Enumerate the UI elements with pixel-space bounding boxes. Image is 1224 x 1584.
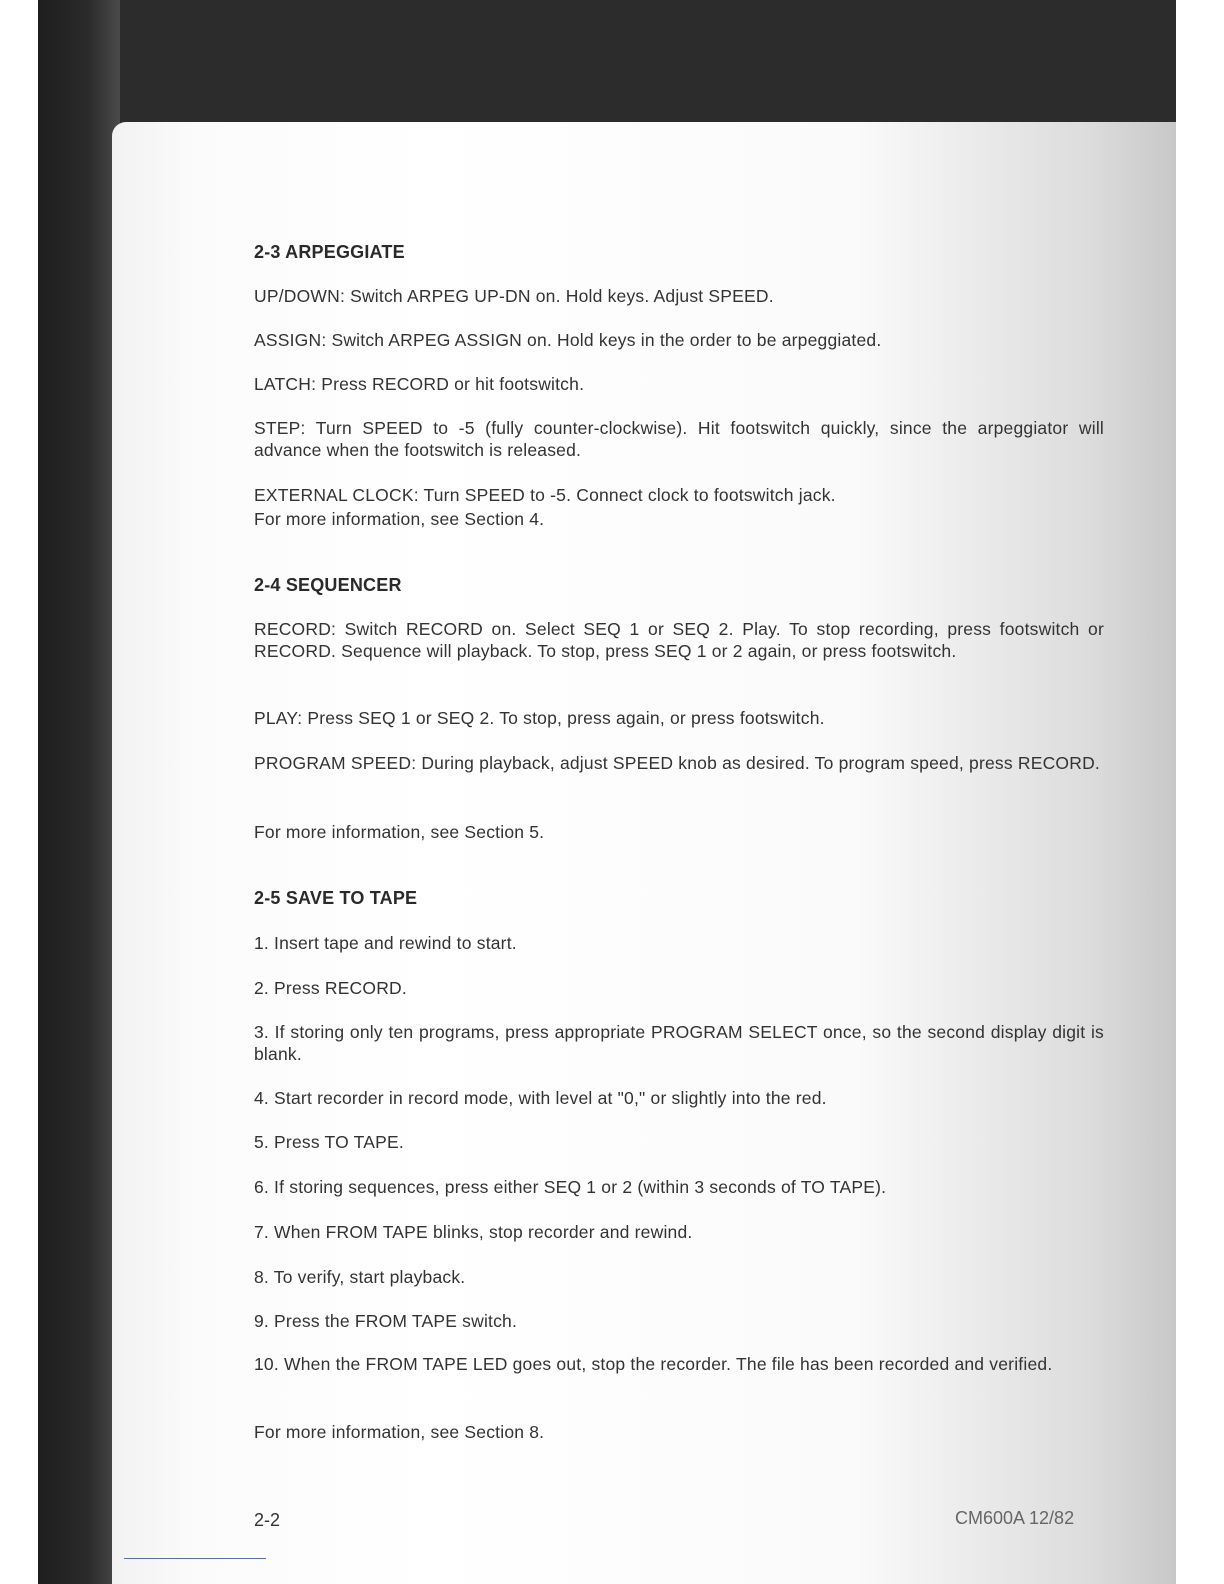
link-underline [124,1558,266,1559]
step-5: 5. Press TO TAPE. [254,1132,404,1152]
step-9: 9. Press the FROM TAPE switch. [254,1311,518,1331]
paragraph-updown: UP/DOWN: Switch ARPEG UP-DN on. Hold keys. Adjust SPEED. [254,286,774,306]
paragraph-assign: ASSIGN: Switch ARPEG ASSIGN on. Hold keys in the order to be arpeggiated. [254,330,882,350]
section-heading-sequencer: 2-4 SEQUENCER [254,575,402,595]
step-10: 10. When the FROM TAPE LED goes out, stop the recorder. The file has been recorded and verified. [254,1354,1053,1374]
paragraph-record: RECORD: Switch RECORD on. Select SEQ 1 or SEQ 2. Play. To stop recording, press footswitch or RECORD. Sequence will playback. To stop, press SEQ 1 or 2 again, or press footswitch. [254,619,1104,661]
paragraph-latch: LATCH: Press RECORD or hit footswitch. [254,374,585,394]
paragraph-program-speed: PROGRAM SPEED: During playback, adjust SPEED knob as desired. To program speed, press RECORD. [254,753,1100,773]
section-heading-save-to-tape: 2-5 SAVE TO TAPE [254,888,418,908]
section-heading-arpeggiate: 2-3 ARPEGGIATE [254,242,405,262]
document-code: CM600A 12/82 [955,1508,1075,1528]
paragraph-more-info-5: For more information, see Section 5. [254,822,545,842]
step-4: 4. Start recorder in record mode, with level at "0," or slightly into the red. [254,1088,827,1108]
step-6: 6. If storing sequences, press either SEQ 1 or 2 (within 3 seconds of TO TAPE). [254,1177,887,1197]
page-number: 2-2 [254,1510,281,1530]
scan-dark-left-border [38,0,120,1584]
paragraph-more-info-4: For more information, see Section 4. [254,509,545,529]
step-8: 8. To verify, start playback. [254,1267,466,1287]
scan-dark-top-border [38,0,1176,125]
step-3: 3. If storing only ten programs, press appropriate PROGRAM SELECT once, so the second display digit is blank. [254,1022,1104,1064]
paragraph-more-info-8: For more information, see Section 8. [254,1422,545,1442]
scan-right-margin [1176,0,1224,1584]
paragraph-external-clock: EXTERNAL CLOCK: Turn SPEED to -5. Connect clock to footswitch jack. [254,485,836,505]
step-2: 2. Press RECORD. [254,978,407,998]
paragraph-step: STEP: Turn SPEED to -5 (fully counter-clockwise). Hit footswitch quickly, since the arpeggiator will advance when the footswitch is released. [254,418,1104,460]
step-7: 7. When FROM TAPE blinks, stop recorder and rewind. [254,1222,693,1242]
paragraph-play: PLAY: Press SEQ 1 or SEQ 2. To stop, press again, or press footswitch. [254,708,825,728]
step-1: 1. Insert tape and rewind to start. [254,933,517,953]
